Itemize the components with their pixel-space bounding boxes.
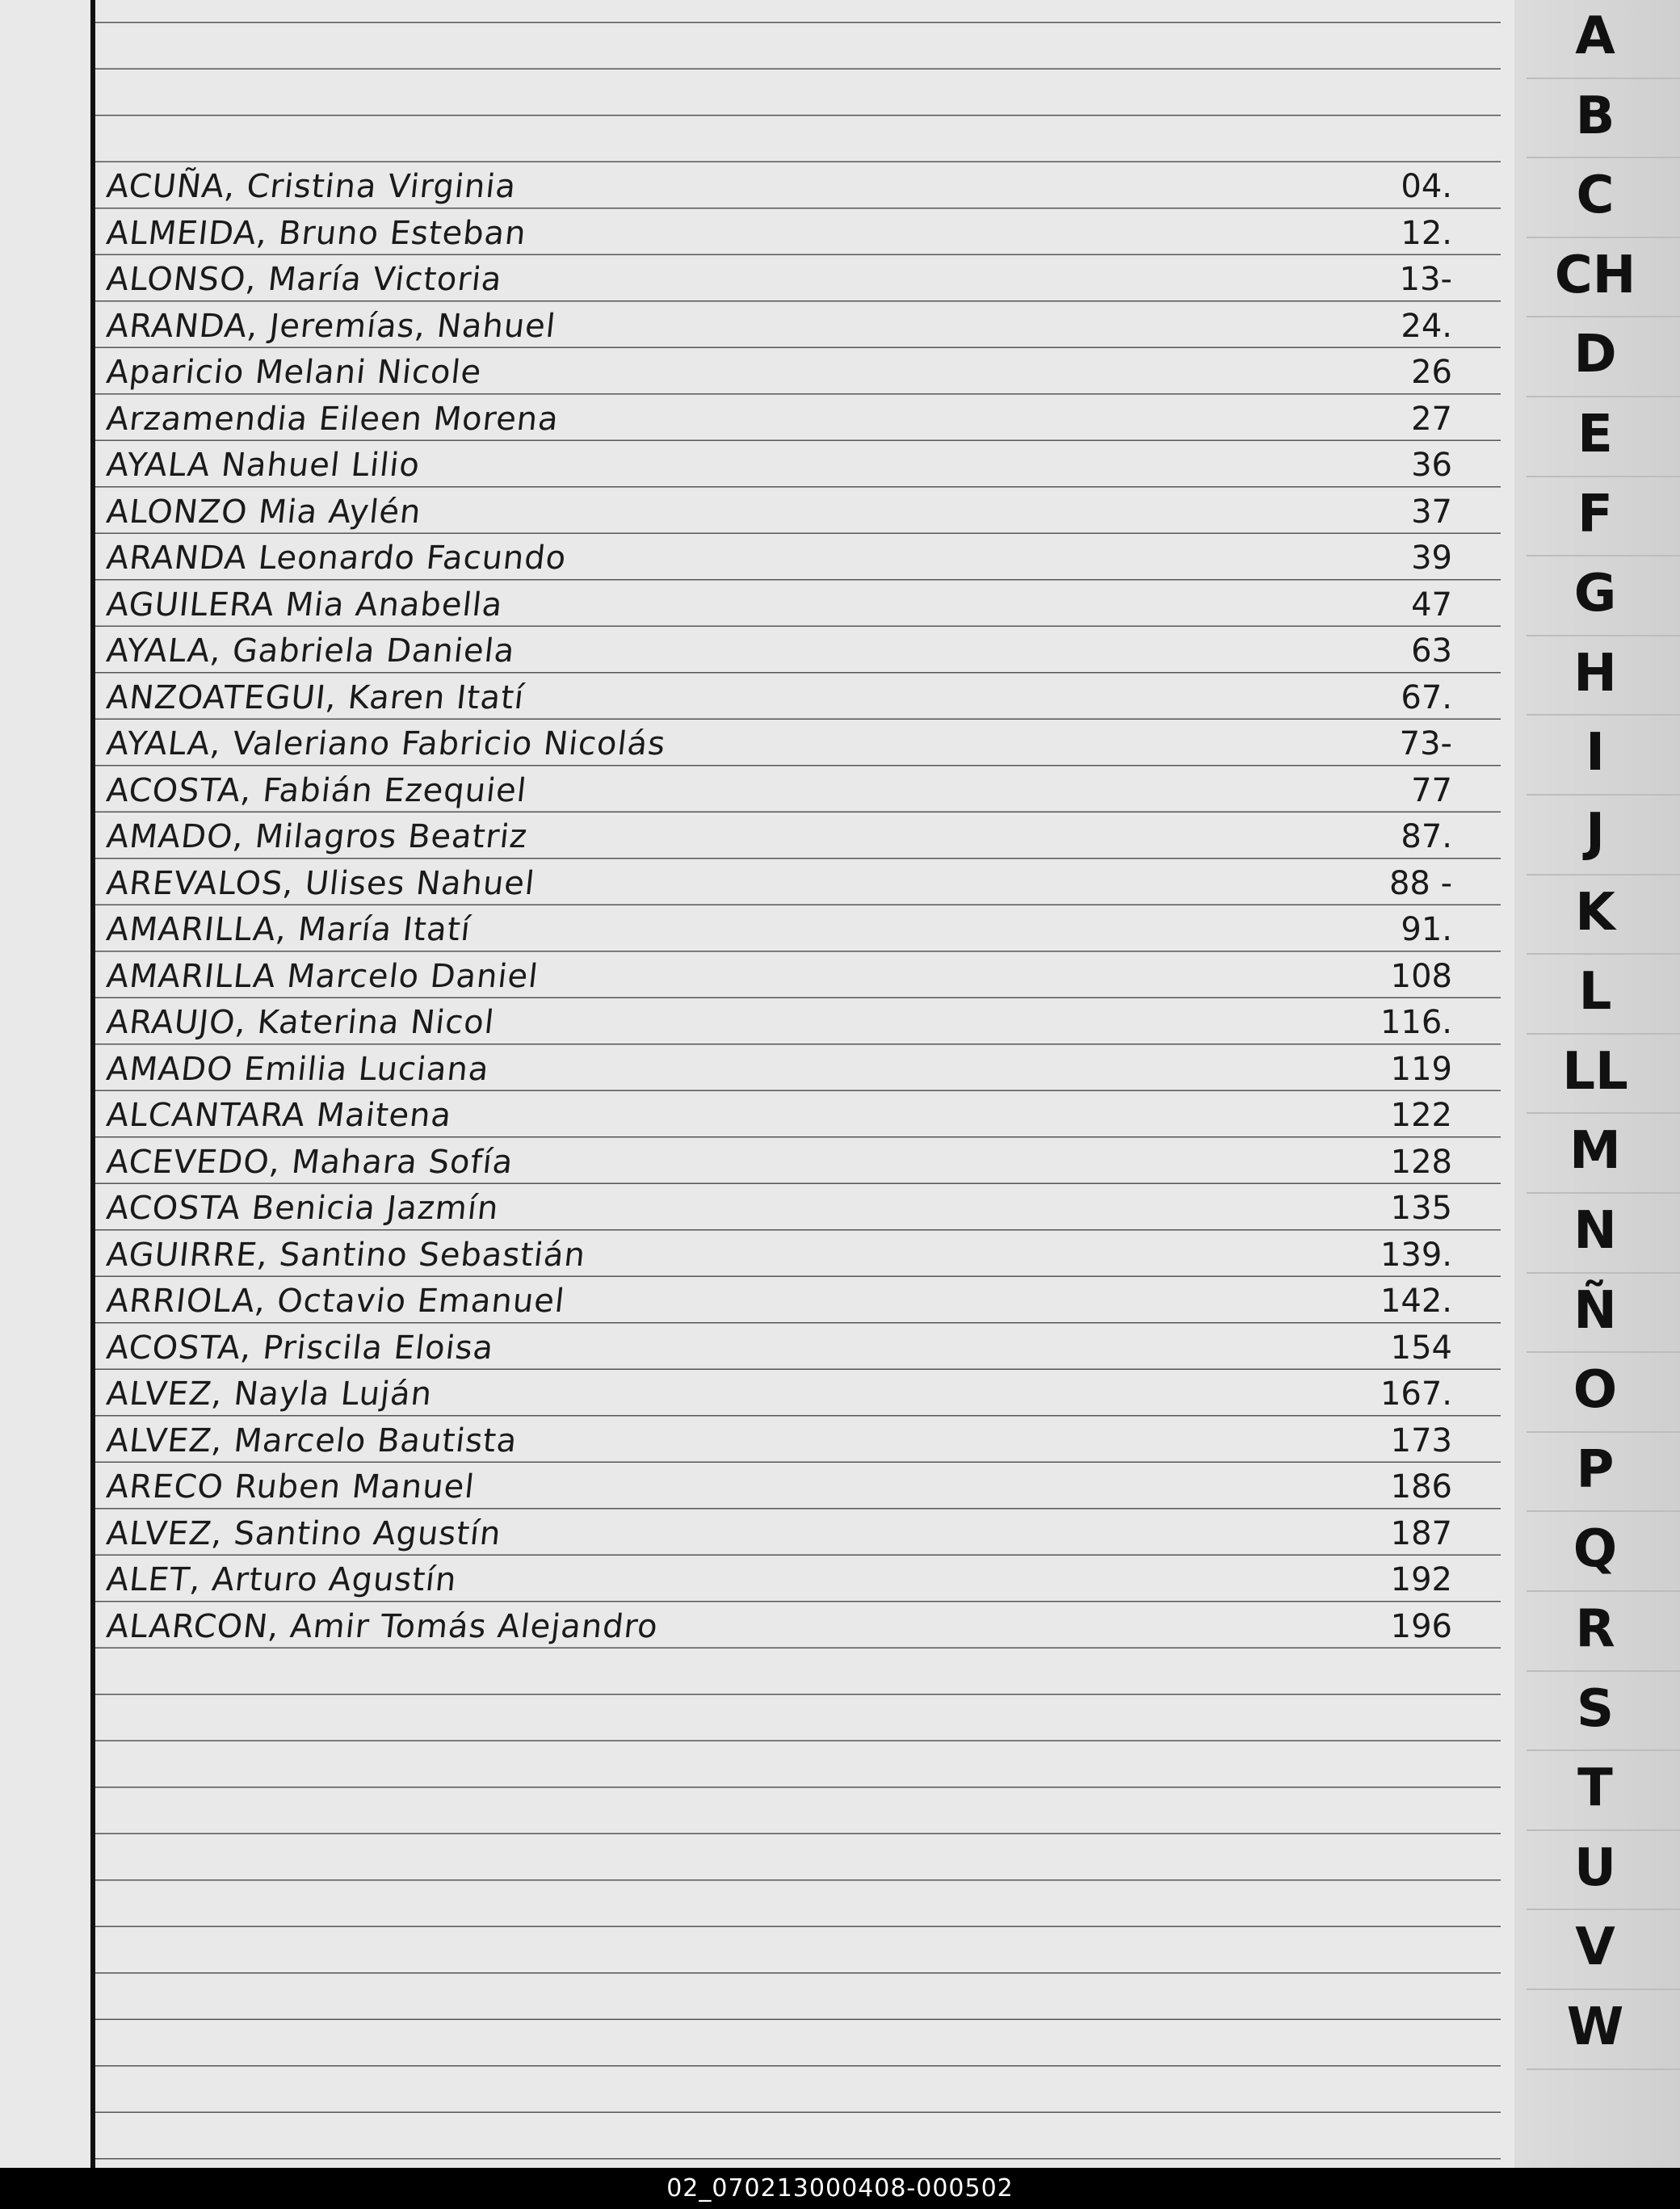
entry-name: ACOSTA Benicia Jazmín: [104, 1190, 501, 1227]
entry-row: [95, 1188, 1501, 1230]
entry-page-number: 122: [1390, 1097, 1452, 1134]
entry-name: AMADO, Milagros Beatriz: [104, 818, 530, 855]
entry-row: [95, 306, 1501, 348]
index-tab[interactable]: O: [1573, 1360, 1618, 1421]
index-tab[interactable]: W: [1566, 1997, 1624, 2057]
index-tab[interactable]: C: [1576, 166, 1615, 226]
entry-name: AMADO Emilia Luciana: [104, 1050, 491, 1088]
entry-name: ALONSO, María Victoria: [104, 261, 504, 298]
entry-name: AYALA, Valeriano Fabricio Nicolás: [104, 725, 668, 762]
index-tab[interactable]: P: [1576, 1439, 1615, 1500]
entry-row: [95, 863, 1501, 905]
entry-name: ACOSTA, Priscila Eloisa: [104, 1329, 496, 1367]
entry-row: [95, 724, 1501, 766]
index-tab[interactable]: H: [1573, 643, 1617, 703]
index-tab[interactable]: E: [1577, 405, 1613, 464]
entry-row: [95, 1049, 1501, 1091]
entry-row: [95, 1002, 1501, 1044]
entry-row: [95, 1467, 1501, 1509]
entry-name: AGUIRRE, Santino Sebastián: [104, 1236, 588, 1274]
entry-name: ARANDA Leonardo Facundo: [104, 540, 569, 577]
entry-row: [95, 585, 1501, 627]
entry-name: ALCANTARA Maitena: [104, 1097, 454, 1134]
entry-row: [95, 1328, 1501, 1370]
entry-page-number: 119: [1390, 1050, 1452, 1088]
entry-page-number: 63: [1411, 632, 1452, 670]
index-tab[interactable]: K: [1575, 882, 1615, 943]
entry-row: [95, 1374, 1501, 1416]
entry-name: AMARILLA, María Itatí: [104, 911, 473, 948]
entry-page-number: 67.: [1401, 678, 1452, 716]
entry-name: AYALA Nahuel Lilio: [104, 447, 422, 484]
entry-page-number: 39: [1411, 540, 1452, 577]
entry-name: ARANDA, Jeremías, Nahuel: [104, 307, 558, 345]
entry-name: AYALA, Gabriela Daniela: [104, 632, 517, 670]
entry-row: [95, 1095, 1501, 1137]
entry-page-number: 135: [1390, 1190, 1452, 1227]
index-tab[interactable]: LL: [1562, 1041, 1628, 1102]
entry-row: [95, 492, 1501, 534]
entry-name: ACUÑA, Cristina Virginia: [104, 168, 519, 205]
entry-page-number: 167.: [1380, 1375, 1452, 1413]
entry-row: [95, 817, 1501, 859]
index-tab[interactable]: F: [1577, 484, 1613, 544]
entry-row: [95, 1560, 1501, 1602]
index-tab[interactable]: V: [1575, 1917, 1615, 1978]
entry-page-number: 24.: [1401, 307, 1452, 345]
entry-row: [95, 538, 1501, 580]
entry-row: [95, 1142, 1501, 1184]
entry-page-number: 108: [1390, 957, 1452, 995]
entry-name: Aparicio Melani Nicole: [104, 354, 484, 391]
entry-page-number: 77: [1411, 771, 1452, 809]
index-tab[interactable]: B: [1575, 86, 1615, 146]
entry-page-number: 142.: [1380, 1283, 1452, 1320]
entry-name: AREVALOS, Ulises Nahuel: [104, 864, 537, 902]
entry-name: ALARCON, Amir Tomás Alejandro: [104, 1607, 661, 1645]
entry-page-number: 37: [1411, 493, 1452, 531]
entry-name: ACOSTA, Fabián Ezequiel: [104, 771, 529, 809]
index-tab[interactable]: D: [1573, 325, 1617, 385]
entry-page-number: 173: [1390, 1422, 1452, 1459]
entry-page-number: 186: [1390, 1468, 1452, 1506]
entry-page-number: 192: [1390, 1561, 1452, 1598]
entry-page-number: 116.: [1380, 1004, 1452, 1041]
entry-name: ALONZO Mia Aylén: [104, 493, 423, 531]
index-tab[interactable]: Q: [1573, 1519, 1618, 1580]
entry-page-number: 187: [1390, 1514, 1452, 1552]
index-tab[interactable]: R: [1575, 1599, 1615, 1659]
entry-row: [95, 1514, 1501, 1556]
entry-row: [95, 1281, 1501, 1323]
entry-row: [95, 771, 1501, 813]
index-tab[interactable]: M: [1569, 1121, 1621, 1182]
entry-page-number: 12.: [1401, 214, 1452, 252]
entry-name: ARRIOLA, Octavio Emanuel: [104, 1283, 567, 1320]
entry-page-number: 27: [1411, 400, 1452, 438]
index-tab[interactable]: CH: [1554, 245, 1636, 305]
entry-row: [95, 445, 1501, 487]
entry-name: ACEVEDO, Mahara Sofía: [104, 1143, 515, 1181]
entry-row: [95, 259, 1501, 301]
entry-page-number: 13-: [1399, 261, 1452, 298]
entry-name: AMARILLA Marcelo Daniel: [104, 957, 540, 995]
entry-name: ANZOATEGUI, Karen Itatí: [104, 678, 527, 716]
entry-name: Arzamendia Eileen Morena: [104, 400, 561, 438]
entry-name: ALVEZ, Santino Agustín: [104, 1514, 503, 1552]
entry-name: ARECO Ruben Manuel: [104, 1468, 477, 1506]
entry-page-number: 47: [1411, 586, 1452, 624]
entry-name: ALVEZ, Marcelo Bautista: [104, 1422, 519, 1459]
footer-code: 02_070213000408-000502: [0, 2168, 1680, 2209]
entry-page-number: 73-: [1399, 725, 1452, 762]
entry-name: ALET, Arturo Agustín: [104, 1561, 459, 1598]
entry-page-number: 26: [1411, 354, 1452, 391]
index-tab[interactable]: Ñ: [1573, 1280, 1617, 1341]
entry-name: AGUILERA Mia Anabella: [104, 586, 505, 624]
entry-page-number: 87.: [1401, 818, 1452, 855]
entry-page-number: 139.: [1380, 1236, 1452, 1274]
entry-name: ALVEZ, Nayla Luján: [104, 1375, 435, 1413]
index-tab[interactable]: J: [1586, 803, 1605, 863]
index-tab[interactable]: A: [1575, 6, 1615, 66]
entry-page-number: 04.: [1401, 168, 1452, 205]
entry-row: [95, 166, 1501, 208]
index-tab[interactable]: G: [1573, 564, 1617, 624]
entry-row: [95, 1235, 1501, 1277]
index-tab[interactable]: T: [1577, 1758, 1613, 1819]
entry-row: [95, 213, 1501, 255]
alphabet-index: [1547, 0, 1644, 2168]
index-tab[interactable]: I: [1586, 723, 1605, 783]
entry-page-number: 88 -: [1388, 864, 1452, 902]
entry-name: ALMEIDA, Bruno Esteban: [104, 214, 528, 252]
entry-row: [95, 909, 1501, 951]
entry-row: [95, 631, 1501, 673]
entry-row: [95, 956, 1501, 998]
entry-row: [95, 352, 1501, 394]
entry-page-number: 36: [1411, 447, 1452, 484]
index-tab[interactable]: U: [1574, 1837, 1616, 1898]
entry-page-number: 196: [1390, 1607, 1452, 1645]
entry-page-number: 154: [1390, 1329, 1452, 1367]
entry-page-number: 128: [1390, 1143, 1452, 1181]
index-tab[interactable]: S: [1576, 1678, 1615, 1739]
entry-name: ARAUJO, Katerina Nicol: [104, 1004, 497, 1041]
entry-row: [95, 1606, 1501, 1648]
entry-row: [95, 678, 1501, 720]
entry-page-number: 91.: [1401, 911, 1452, 948]
index-tab[interactable]: N: [1573, 1201, 1617, 1261]
index-tab[interactable]: L: [1578, 962, 1612, 1023]
ruled-lines: [95, 0, 1501, 2168]
entry-row: [95, 1421, 1501, 1463]
entry-row: [95, 399, 1501, 441]
